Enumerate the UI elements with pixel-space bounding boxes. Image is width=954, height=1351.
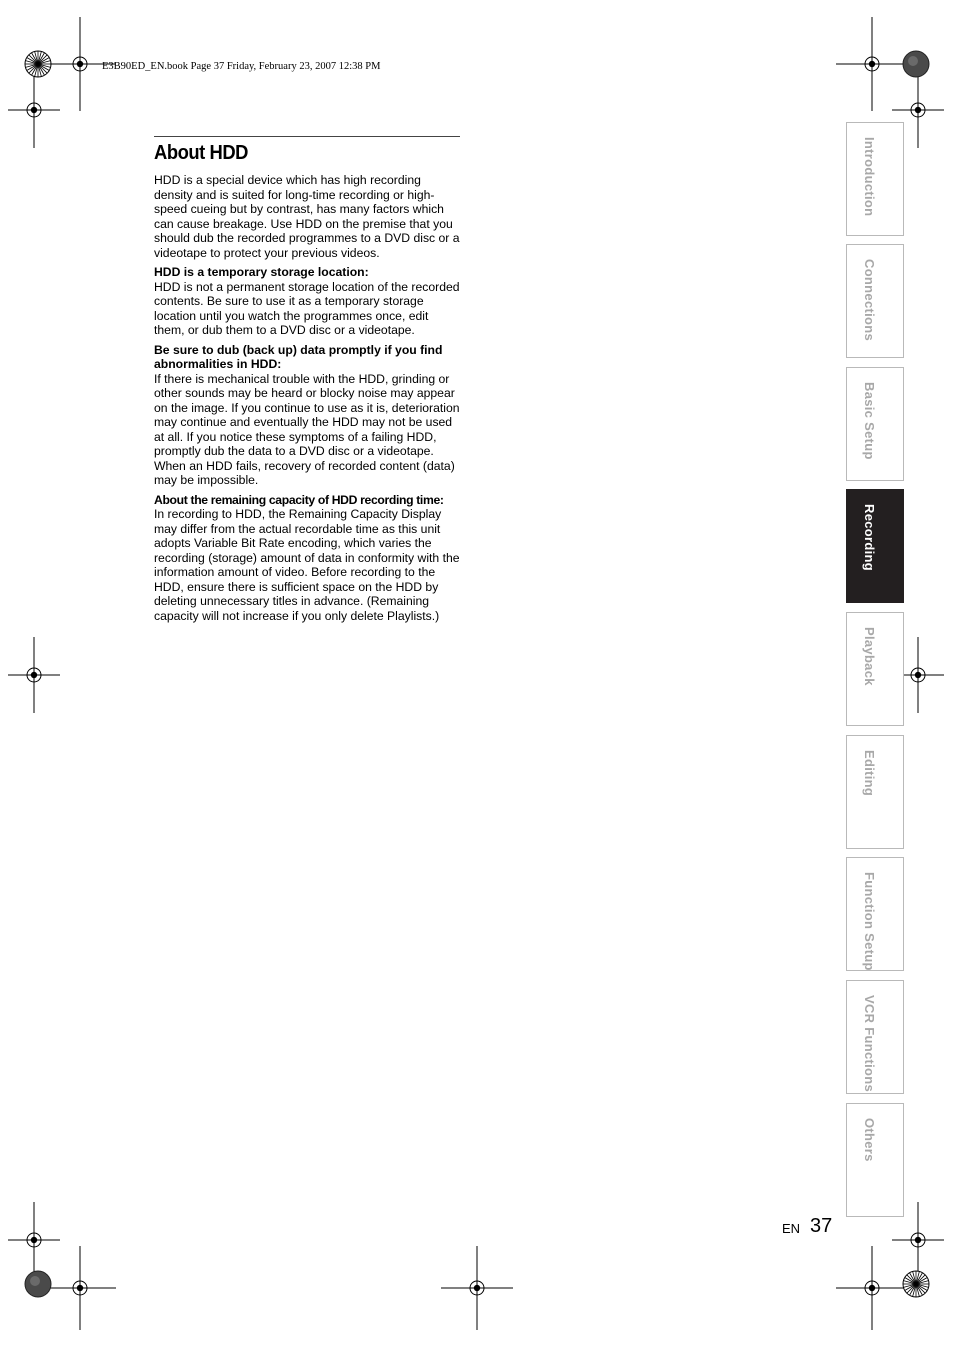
tab-label: Connections — [862, 259, 877, 342]
tab-label: Function Setup — [862, 872, 877, 971]
info-block — [154, 265, 460, 338]
crosshair-dot — [869, 61, 875, 67]
crosshair-dot — [915, 107, 921, 113]
tab-vcr-functions[interactable] — [846, 980, 904, 1094]
page-language: EN — [782, 1221, 801, 1236]
crosshair-dot — [31, 107, 37, 113]
section-rule — [154, 136, 460, 137]
tab-introduction[interactable] — [846, 122, 904, 236]
block-paragraph: If there is mechanical trouble with the HDD, grinding or other sounds may be heard or blocky noise may appear on the image. If you continue to use as it is, deterioration may continue and eventually the HDD may not be used at all. If you notice these symptoms of a failing HDD, promptly dub the data to a DVD disc or a videotape. — [154, 371, 460, 458]
block-paragraph: HDD is not a permanent storage location of the recorded contents. Be sure to use it as a temporary storage location until you watch the programmes once, edit them, or dub them to a DVD disc or a videotape. — [154, 279, 460, 337]
info-block — [154, 493, 460, 624]
tab-function-setup[interactable] — [846, 857, 904, 971]
tab-others[interactable] — [846, 1103, 904, 1217]
crosshair-dot — [915, 672, 921, 678]
intro-paragraph: HDD is a special device which has high recording density and is suited for long-time recording or high-speed cueing but by contrast, has many factors which can cause breakage. Use HDD on the premise that you should dub the recorded programmes to a DVD disc or a videotape to protect your previous videos. — [154, 173, 460, 260]
tab-editing[interactable] — [846, 735, 904, 849]
block-heading: About the remaining capacity of HDD recording time: — [154, 492, 444, 507]
dark-disc-highlight — [908, 56, 918, 66]
tab-basic-setup[interactable] — [846, 367, 904, 481]
tab-recording[interactable] — [846, 489, 904, 603]
tab-label: Editing — [862, 750, 877, 797]
crosshair-dot — [915, 1237, 921, 1243]
print-header-info: E3B90ED_EN.book Page 37 Friday, February 23, 2007 12:38 PM — [102, 61, 381, 72]
crosshair-dot — [869, 1285, 875, 1291]
crosshair-dot — [77, 61, 83, 67]
crosshair-dot — [77, 1285, 83, 1291]
tab-label: Playback — [862, 627, 877, 686]
crosshair-dot — [31, 1237, 37, 1243]
tab-label: VCR Functions — [862, 995, 877, 1093]
block-heading: Be sure to dub (back up) data promptly if you find abnormalities in HDD: — [154, 342, 443, 371]
block-heading: HDD is a temporary storage location: — [154, 265, 369, 279]
section-title: About HDD — [154, 142, 248, 164]
block-paragraph: When an HDD fails, recovery of recorded content (data) may be impossible. — [154, 458, 455, 487]
dark-disc-highlight — [30, 1276, 40, 1286]
tab-playback[interactable] — [846, 612, 904, 726]
block-paragraph: In recording to HDD, the Remaining Capacity Display may differ from the actual recordable time as this unit adopts Variable Bit Rate encoding, which varies the recording (storage) amount of data in conformity with the information amount of video. Before recording to the HDD, ensure there is sufficient space on the HDD by deleting unnecessary titles in advance. (Remaining capacity will not increase if you only delete Playlists.) — [154, 507, 460, 623]
tab-connections[interactable] — [846, 244, 904, 358]
tab-label: Introduction — [862, 137, 877, 217]
crosshair-dot — [31, 672, 37, 678]
page-number: 37 — [810, 1215, 833, 1237]
tab-label: Recording — [862, 504, 877, 571]
crosshair-dot — [474, 1285, 480, 1291]
main-content — [154, 136, 460, 628]
tab-label: Basic Setup — [862, 382, 877, 460]
info-block — [154, 343, 460, 488]
tab-label: Others — [862, 1118, 877, 1162]
